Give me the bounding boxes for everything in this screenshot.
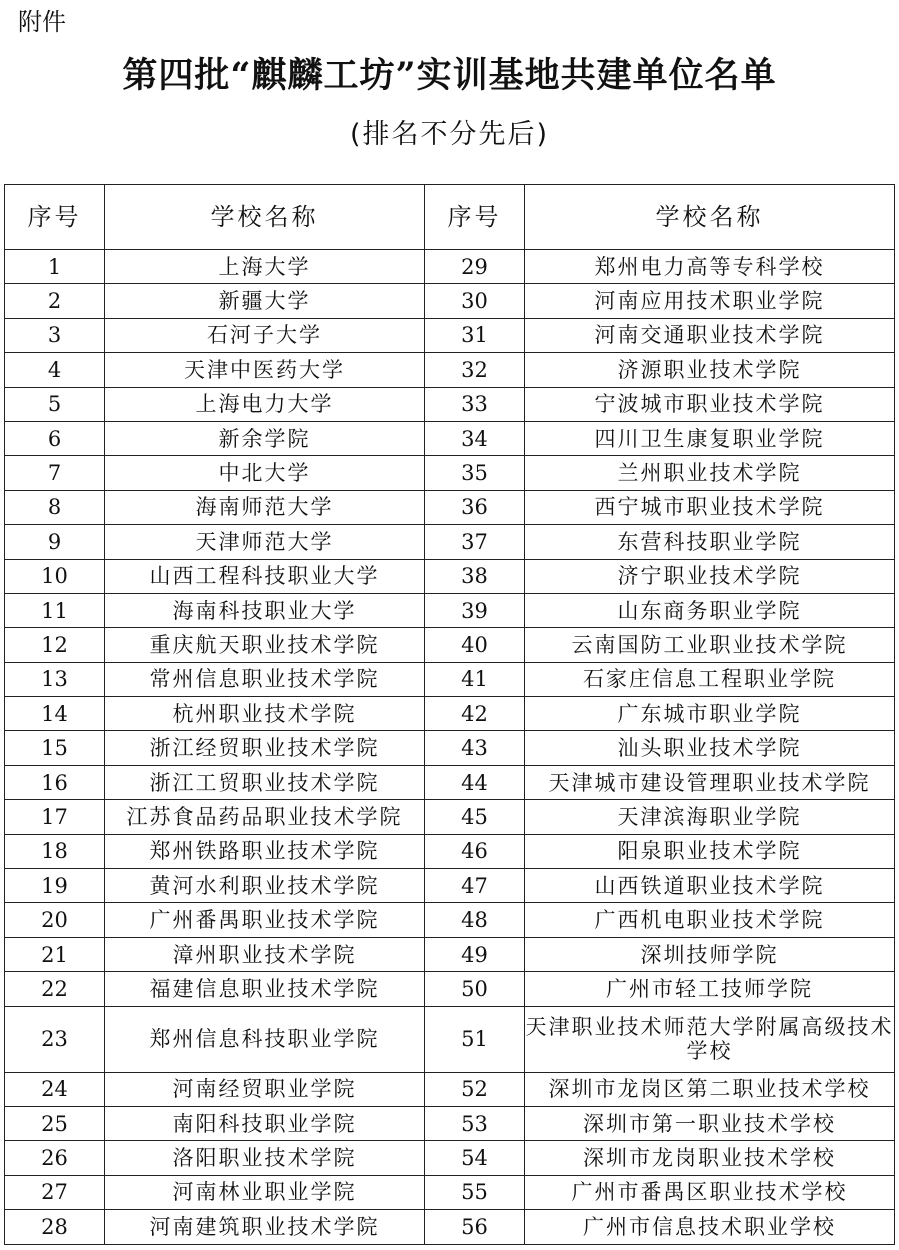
school-name-cell: 兰州职业技术学院 <box>525 456 895 490</box>
serial-number-cell: 47 <box>425 869 525 903</box>
serial-number-cell: 15 <box>5 731 105 765</box>
school-name-cell: 上海大学 <box>105 250 425 284</box>
school-name-cell: 郑州铁路职业技术学院 <box>105 834 425 868</box>
serial-number-cell: 34 <box>425 421 525 455</box>
school-name-cell: 河南交通职业技术学院 <box>525 318 895 352</box>
serial-number-cell: 24 <box>5 1072 105 1106</box>
school-name-cell: 海南师范大学 <box>105 490 425 524</box>
document-title: 第四批“麒麟工坊”实训基地共建单位名单 <box>122 55 777 96</box>
header-school-name-left: 学校名称 <box>105 185 425 250</box>
school-name-cell: 山西工程科技职业大学 <box>105 559 425 593</box>
serial-number-cell: 36 <box>425 490 525 524</box>
table-row <box>5 697 895 731</box>
school-name-cell: 汕头职业技术学院 <box>525 731 895 765</box>
serial-number-cell: 8 <box>5 490 105 524</box>
serial-number-cell: 29 <box>425 250 525 284</box>
serial-number-cell: 53 <box>425 1106 525 1140</box>
school-name-cell: 深圳市龙岗职业技术学校 <box>525 1141 895 1175</box>
serial-number-cell: 13 <box>5 662 105 696</box>
serial-number-cell: 6 <box>5 421 105 455</box>
table-row <box>5 869 895 903</box>
serial-number-cell: 44 <box>425 765 525 799</box>
school-name-cell: 河南建筑职业技术学院 <box>105 1210 425 1244</box>
school-name-cell: 广西机电职业技术学院 <box>525 903 895 937</box>
table-row <box>5 903 895 937</box>
header-serial-left: 序号 <box>5 185 105 250</box>
serial-number-cell: 31 <box>425 318 525 352</box>
school-name-cell: 新余学院 <box>105 421 425 455</box>
table-row <box>5 559 895 593</box>
school-name-cell: 济宁职业技术学院 <box>525 559 895 593</box>
serial-number-cell: 19 <box>5 869 105 903</box>
table-row <box>5 456 895 490</box>
table-row <box>5 490 895 524</box>
school-name-cell: 深圳市第一职业技术学校 <box>525 1106 895 1140</box>
school-name-cell: 天津滨海职业学院 <box>525 800 895 834</box>
serial-number-cell: 10 <box>5 559 105 593</box>
serial-number-cell: 32 <box>425 353 525 387</box>
serial-number-cell: 1 <box>5 250 105 284</box>
serial-number-cell: 22 <box>5 972 105 1006</box>
serial-number-cell: 4 <box>5 353 105 387</box>
document-subtitle: (排名不分先后) <box>349 119 550 150</box>
table-row <box>5 1210 895 1244</box>
table-row <box>5 421 895 455</box>
table-row <box>5 834 895 868</box>
school-name-cell: 常州信息职业技术学院 <box>105 662 425 696</box>
table-row <box>5 353 895 387</box>
school-list-table <box>4 184 895 1245</box>
table-row <box>5 662 895 696</box>
serial-number-cell: 54 <box>425 1141 525 1175</box>
table-header-row <box>5 185 895 250</box>
table-row <box>5 628 895 662</box>
table-row <box>5 937 895 971</box>
serial-number-cell: 30 <box>425 284 525 318</box>
serial-number-cell: 18 <box>5 834 105 868</box>
serial-number-cell: 23 <box>5 1006 105 1072</box>
serial-number-cell: 50 <box>425 972 525 1006</box>
serial-number-cell: 2 <box>5 284 105 318</box>
table-row <box>5 800 895 834</box>
school-name-cell: 天津中医药大学 <box>105 353 425 387</box>
school-name-cell: 河南林业职业学院 <box>105 1175 425 1209</box>
school-name-cell: 广州市轻工技师学院 <box>525 972 895 1006</box>
table-row <box>5 731 895 765</box>
serial-number-cell: 21 <box>5 937 105 971</box>
attachment-label: 附件 <box>18 8 66 36</box>
serial-number-cell: 17 <box>5 800 105 834</box>
serial-number-cell: 11 <box>5 593 105 627</box>
school-name-cell: 上海电力大学 <box>105 387 425 421</box>
serial-number-cell: 27 <box>5 1175 105 1209</box>
school-name-cell: 海南科技职业大学 <box>105 593 425 627</box>
school-name-cell: 四川卫生康复职业学院 <box>525 421 895 455</box>
school-name-cell: 阳泉职业技术学院 <box>525 834 895 868</box>
serial-number-cell: 49 <box>425 937 525 971</box>
table-row <box>5 525 895 559</box>
school-name-cell: 福建信息职业技术学院 <box>105 972 425 1006</box>
serial-number-cell: 26 <box>5 1141 105 1175</box>
table-row <box>5 765 895 799</box>
serial-number-cell: 16 <box>5 765 105 799</box>
serial-number-cell: 42 <box>425 697 525 731</box>
school-name-cell: 广东城市职业学院 <box>525 697 895 731</box>
serial-number-cell: 9 <box>5 525 105 559</box>
serial-number-cell: 41 <box>425 662 525 696</box>
school-name-cell: 郑州电力高等专科学校 <box>525 250 895 284</box>
table-row <box>5 318 895 352</box>
table-row <box>5 1106 895 1140</box>
serial-number-cell: 12 <box>5 628 105 662</box>
school-name-cell: 深圳技师学院 <box>525 937 895 971</box>
school-name-cell: 济源职业技术学院 <box>525 353 895 387</box>
serial-number-cell: 14 <box>5 697 105 731</box>
school-name-cell: 洛阳职业技术学院 <box>105 1141 425 1175</box>
serial-number-cell: 25 <box>5 1106 105 1140</box>
school-name-cell: 天津城市建设管理职业技术学院 <box>525 765 895 799</box>
serial-number-cell: 46 <box>425 834 525 868</box>
school-name-cell: 宁波城市职业技术学院 <box>525 387 895 421</box>
school-name-cell: 天津职业技术师范大学附属高级技术学校 <box>525 1006 895 1072</box>
school-name-cell: 广州番禺职业技术学院 <box>105 903 425 937</box>
serial-number-cell: 55 <box>425 1175 525 1209</box>
serial-number-cell: 3 <box>5 318 105 352</box>
serial-number-cell: 7 <box>5 456 105 490</box>
school-name-cell: 东营科技职业学院 <box>525 525 895 559</box>
serial-number-cell: 5 <box>5 387 105 421</box>
table-row <box>5 284 895 318</box>
serial-number-cell: 33 <box>425 387 525 421</box>
school-name-cell: 江苏食品药品职业技术学院 <box>105 800 425 834</box>
school-name-cell: 天津师范大学 <box>105 525 425 559</box>
header-serial-right: 序号 <box>425 185 525 250</box>
school-name-cell: 广州市番禺区职业技术学校 <box>525 1175 895 1209</box>
serial-number-cell: 51 <box>425 1006 525 1072</box>
school-name-cell: 石河子大学 <box>105 318 425 352</box>
serial-number-cell: 38 <box>425 559 525 593</box>
school-name-cell: 山西铁道职业技术学院 <box>525 869 895 903</box>
school-name-cell: 郑州信息科技职业学院 <box>105 1006 425 1072</box>
school-name-cell: 杭州职业技术学院 <box>105 697 425 731</box>
school-name-cell: 云南国防工业职业技术学院 <box>525 628 895 662</box>
school-name-cell: 河南经贸职业学院 <box>105 1072 425 1106</box>
serial-number-cell: 35 <box>425 456 525 490</box>
serial-number-cell: 28 <box>5 1210 105 1244</box>
serial-number-cell: 40 <box>425 628 525 662</box>
school-name-cell: 浙江经贸职业技术学院 <box>105 731 425 765</box>
school-name-cell: 深圳市龙岗区第二职业技术学校 <box>525 1072 895 1106</box>
table-row <box>5 1175 895 1209</box>
school-name-cell: 漳州职业技术学院 <box>105 937 425 971</box>
school-name-cell: 中北大学 <box>105 456 425 490</box>
school-name-cell: 西宁城市职业技术学院 <box>525 490 895 524</box>
serial-number-cell: 48 <box>425 903 525 937</box>
header-school-name-right: 学校名称 <box>525 185 895 250</box>
serial-number-cell: 39 <box>425 593 525 627</box>
school-name-cell: 南阳科技职业学院 <box>105 1106 425 1140</box>
school-name-cell: 河南应用技术职业学院 <box>525 284 895 318</box>
serial-number-cell: 52 <box>425 1072 525 1106</box>
school-name-cell: 新疆大学 <box>105 284 425 318</box>
table-row <box>5 1006 895 1072</box>
school-name-cell: 山东商务职业学院 <box>525 593 895 627</box>
serial-number-cell: 45 <box>425 800 525 834</box>
serial-number-cell: 20 <box>5 903 105 937</box>
table-row <box>5 1141 895 1175</box>
school-name-cell: 广州市信息技术职业学校 <box>525 1210 895 1244</box>
table-row <box>5 593 895 627</box>
table-row <box>5 387 895 421</box>
serial-number-cell: 43 <box>425 731 525 765</box>
table-row <box>5 250 895 284</box>
school-name-cell: 重庆航天职业技术学院 <box>105 628 425 662</box>
serial-number-cell: 37 <box>425 525 525 559</box>
table-row <box>5 972 895 1006</box>
school-name-cell: 石家庄信息工程职业学院 <box>525 662 895 696</box>
serial-number-cell: 56 <box>425 1210 525 1244</box>
school-name-cell: 浙江工贸职业技术学院 <box>105 765 425 799</box>
school-name-cell: 黄河水利职业技术学院 <box>105 869 425 903</box>
table-row <box>5 1072 895 1106</box>
table-body <box>5 250 895 1245</box>
